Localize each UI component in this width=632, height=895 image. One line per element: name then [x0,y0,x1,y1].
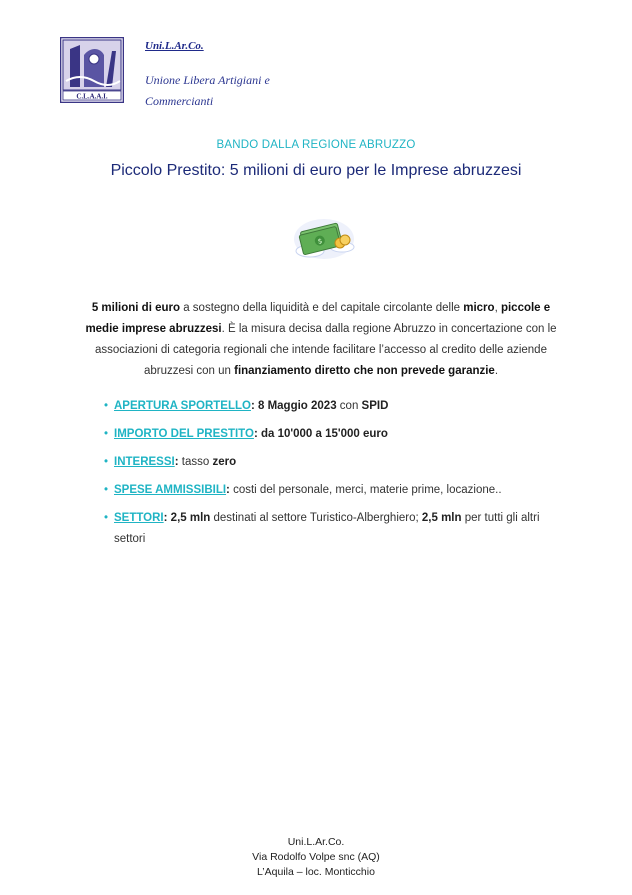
importo-label: IMPORTO DEL PRESTITO [114,428,254,440]
interessi-label: INTERESSI [114,456,175,468]
logo [60,37,124,103]
list-item-spese: • SPESE AMMISSIBILI: costi del personale, merci, materie prime, locazione.. [104,484,502,496]
list-item-settori: • SETTORI: 2,5 mln destinati al settore Turistico-Alberghiero; 2,5 mln per tutti gli altri settori [104,512,540,545]
apertura-label: APERTURA SPORTELLO [114,400,251,412]
kicker-title: BANDO DALLA REGIONE ABRUZZO [216,139,416,151]
logo-text: C.L.A.A.I. [76,92,108,101]
spese-label: SPESE AMMISSIBILI [114,484,227,496]
list-item-interessi: • INTERESSI: tasso zero [104,456,237,468]
footer [0,835,632,880]
settori-label: SETTORI [114,512,164,524]
org-name: Uni.L.Ar.Co. [145,40,204,52]
footer-line-3: L’Aquila – loc. Monticchio [257,866,375,878]
footer-line-2: Via Rodolfo Volpe snc (AQ) [252,851,380,863]
details-list [104,396,544,557]
org-subtitle: Unione Libera Artigiani e Commercianti [145,73,270,108]
intro-paragraph: 5 milioni di euro a sostegno della liquidità e del capitale circolante delle micro, piccole e medie imprese abruzzesi. È la misura decisa dalla regione Abruzzo in concertazione con le associazioni di categoria regionali che intende facilitare l’accesso al credito delle aziende abruzzesi con un finanziamento diretto che non prevede garanzie. [85,302,557,377]
list-item-importo: • IMPORTO DEL PRESTITO: da 10'000 a 15'000 euro [104,428,388,440]
footer-line-1: Uni.L.Ar.Co. [287,836,345,848]
money-cloud-icon [288,207,360,263]
page-title: Piccolo Prestito: 5 milioni di euro per le Imprese abruzzesi [110,162,522,179]
svg-text:$: $ [317,238,323,246]
list-item-apertura: • APERTURA SPORTELLO: 8 Maggio 2023 con SPID [104,400,389,412]
